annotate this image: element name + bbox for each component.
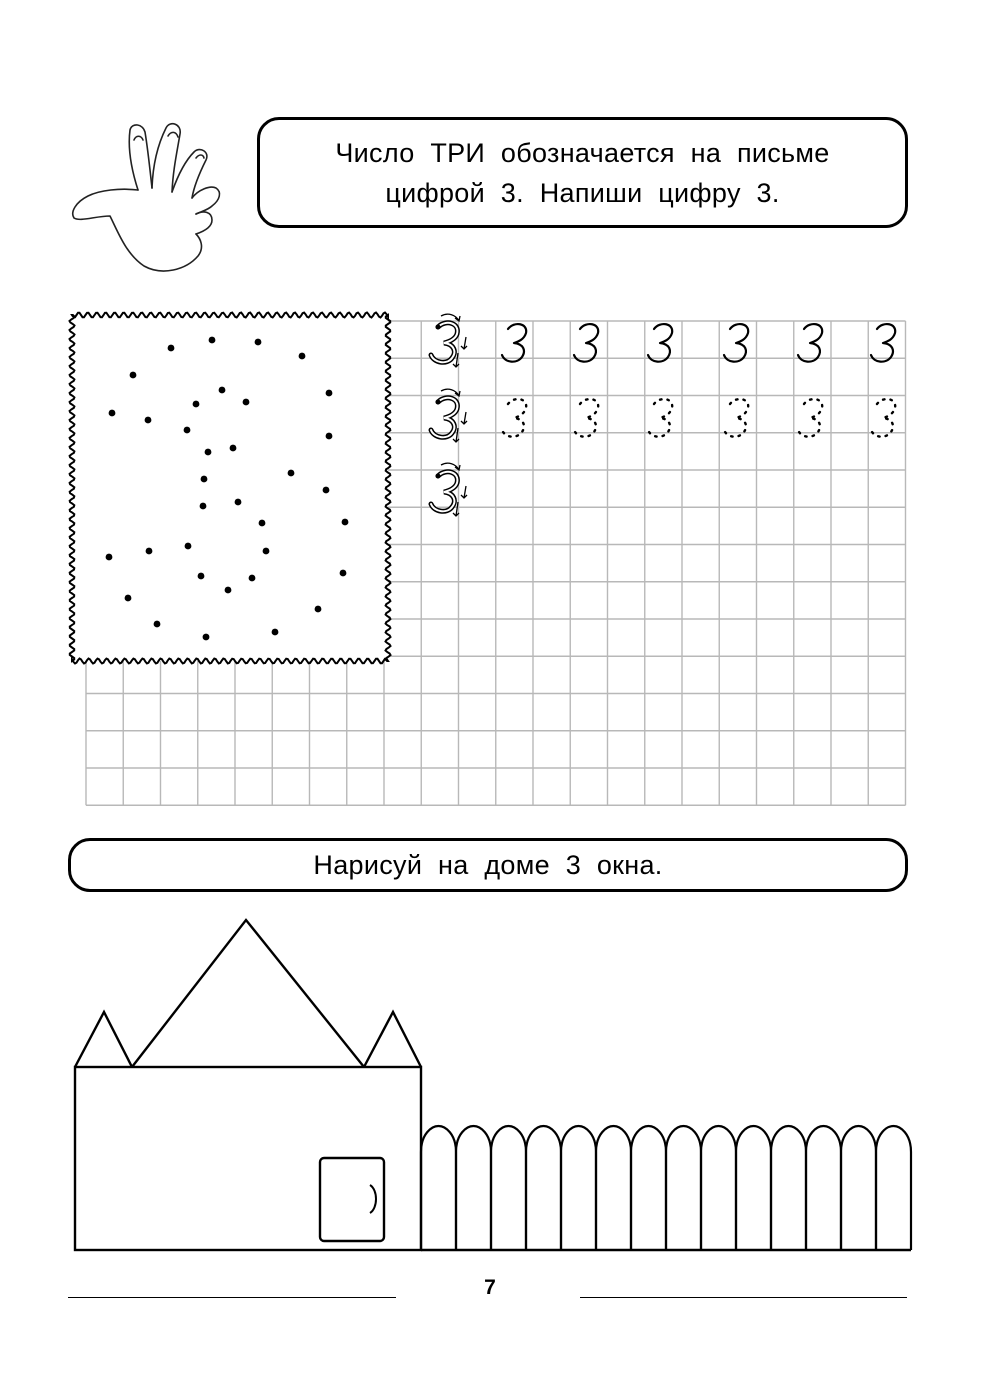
dot-33[interactable] [154,621,161,628]
dot-4[interactable] [299,353,306,360]
fence-picket [736,1126,771,1250]
dot-25[interactable] [185,543,192,550]
start-dot [436,325,441,330]
start-dot [436,474,441,479]
sample-digit-1-2 [574,324,598,362]
house-drawing[interactable] [75,920,911,1250]
dot-27[interactable] [198,573,205,580]
instruction-line-1: Число ТРИ обозначается на письме [335,137,830,168]
house-left-tower [75,1012,132,1067]
arrow-icon [461,486,467,498]
dot-32[interactable] [315,606,322,613]
dot-7[interactable] [109,410,116,417]
house-door [320,1158,384,1241]
dot-19[interactable] [200,503,207,510]
dot-13[interactable] [326,433,333,440]
model-digit-3 [431,463,467,516]
dotted-digit-2-2[interactable] [574,399,598,437]
fence-picket [491,1126,526,1250]
instruction-line-2: цифрой 3. Напиши цифру 3. [385,177,780,208]
house-right-tower [364,1012,421,1067]
sample-digit-1-4 [724,324,748,362]
fence-picket [771,1126,806,1250]
model-digit-2 [431,389,467,442]
dot-34[interactable] [203,634,210,641]
dot-26[interactable] [263,548,270,555]
fence-picket [876,1126,911,1250]
dot-22[interactable] [342,519,349,526]
arrow-icon [441,463,460,470]
dot-2[interactable] [209,337,216,344]
page-number: 7 [484,1276,496,1299]
arrow-icon [441,314,460,321]
dot-23[interactable] [106,554,113,561]
connect-the-dots-frame [70,313,391,664]
dot-20[interactable] [235,499,242,506]
dot-31[interactable] [125,595,132,602]
instruction-draw-windows-text: Нарисуй на доме 3 окна. [313,850,663,880]
dot-24[interactable] [146,548,153,555]
start-dot [436,400,441,405]
dot-21[interactable] [259,520,266,527]
fence-picket [806,1126,841,1250]
dot-12[interactable] [184,427,191,434]
dot-14[interactable] [205,449,212,456]
house-roof [132,920,364,1067]
footer-line-left [68,1297,396,1298]
sample-digit-1-1 [502,324,526,362]
model-digit-1 [431,314,467,367]
dotted-digit-2-3[interactable] [648,399,672,437]
door-handle [370,1185,376,1213]
dot-16[interactable] [288,470,295,477]
fence-picket [456,1126,491,1250]
dot-28[interactable] [225,587,232,594]
fence-picket [561,1126,596,1250]
dot-35[interactable] [272,629,279,636]
fence-picket [666,1126,701,1250]
fence-picket [526,1126,561,1250]
arrow-icon [461,337,467,349]
fence-picket [701,1126,736,1250]
dotted-digit-2-6[interactable] [871,399,895,437]
dotted-digit-2-1[interactable] [502,399,526,437]
fence-picket [631,1126,666,1250]
sample-digit-1-3 [648,324,672,362]
sample-digit-1-6 [871,324,895,362]
dot-6[interactable] [326,390,333,397]
fence-picket [596,1126,631,1250]
dotted-digit-2-5[interactable] [798,399,822,437]
dot-18[interactable] [323,487,330,494]
dot-3[interactable] [255,339,262,346]
dot-11[interactable] [243,399,250,406]
dot-9[interactable] [193,401,200,408]
fence-picket [421,1126,456,1250]
dot-5[interactable] [130,372,137,379]
footer-line-right [580,1297,907,1298]
dot-15[interactable] [230,445,237,452]
dot-30[interactable] [340,570,347,577]
digit-tracing-rows[interactable] [431,314,895,516]
dot-17[interactable] [201,476,208,483]
fence [421,1126,911,1250]
fence-picket [841,1126,876,1250]
dot-8[interactable] [145,417,152,424]
dot-10[interactable] [219,387,226,394]
sample-digit-1-5 [798,324,822,362]
dotted-digit-2-4[interactable] [724,399,748,437]
arrow-icon [461,412,467,424]
dot-29[interactable] [249,575,256,582]
dot-1[interactable] [168,345,175,352]
